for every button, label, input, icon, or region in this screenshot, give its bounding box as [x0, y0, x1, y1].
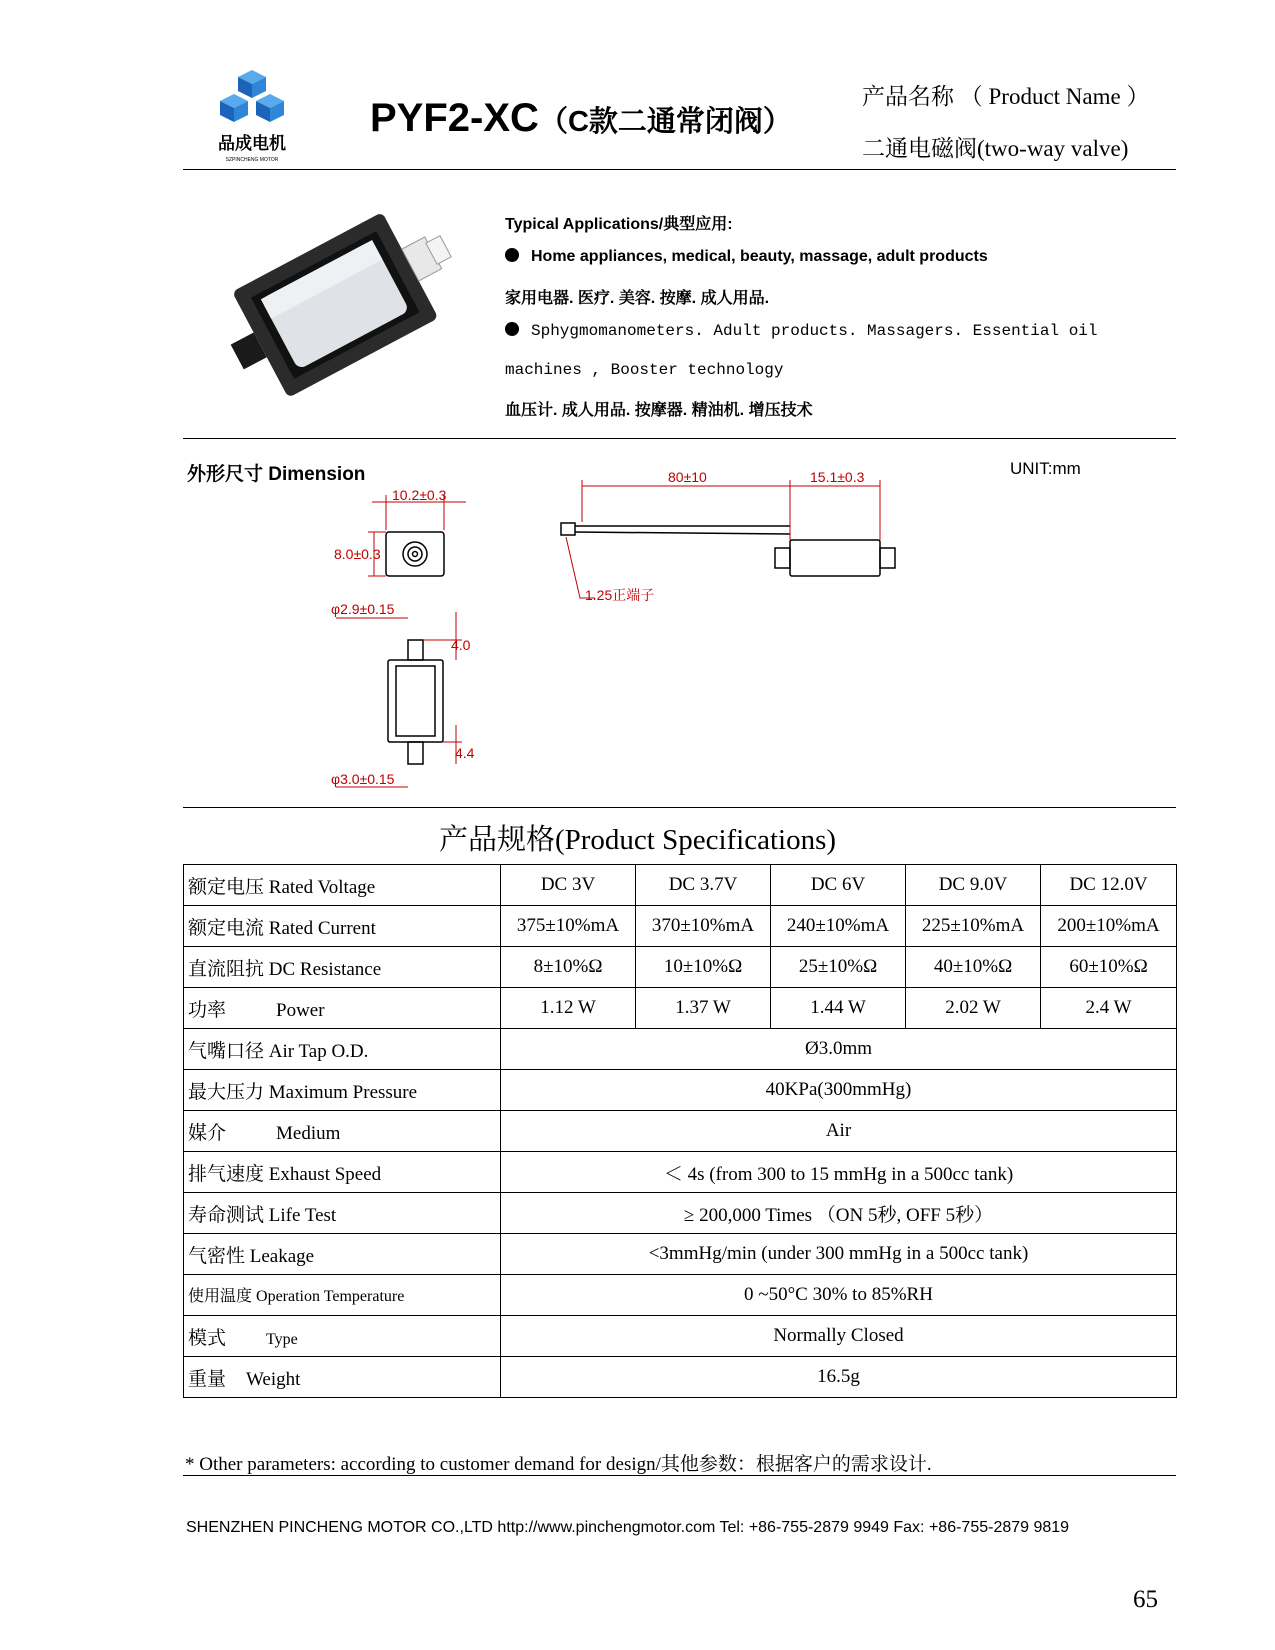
row-label: 额定电流 Rated Current [184, 906, 501, 947]
dim-top-tap: φ2.9±0.15 [331, 601, 395, 617]
table-cell: ≥ 200,000 Times （ON 5秒, OFF 5秒） [501, 1193, 1177, 1234]
model-number: PYF2-XC [370, 96, 539, 140]
dimension-drawings [0, 470, 1275, 810]
header-divider [183, 169, 1176, 170]
table-cell: 1.12 W [501, 988, 636, 1029]
table-cell: 1.44 W [771, 988, 906, 1029]
valve-product-image [222, 192, 462, 422]
application-item-1-cn: 家用电器. 医疗. 美容. 按摩. 成人用品. [505, 290, 770, 307]
row-label: 排气速度 Exhaust Speed [184, 1152, 501, 1193]
table-cell: 1.37 W [636, 988, 771, 1029]
terminal-connector [561, 523, 575, 535]
table-row [184, 1029, 1177, 1070]
table-row [184, 1275, 1177, 1316]
table-cell: 25±10%Ω [771, 947, 906, 988]
table-cell: 370±10%mA [636, 906, 771, 947]
table-cell: Normally Closed [501, 1316, 1177, 1357]
dimension-divider [183, 807, 1176, 808]
table-cell: DC 9.0V [906, 865, 1041, 906]
row-label: 使用温度 Operation Temperature [184, 1275, 501, 1316]
table-cell: DC 3.7V [636, 865, 771, 906]
dim-width: 10.2±0.3 [392, 487, 447, 503]
page-number: 65 [1133, 1586, 1158, 1613]
dim-top-len: 4.0 [451, 637, 471, 653]
dim-body-len: 15.1±0.3 [810, 470, 865, 485]
table-row [184, 865, 1177, 906]
specs-table [183, 864, 1177, 1398]
table-cell: 240±10%mA [771, 906, 906, 947]
table-cell: Air [501, 1111, 1177, 1152]
table-cell: ＜ 4s (from 300 to 15 mmHg in a 500cc tank) [501, 1152, 1177, 1193]
table-row [184, 906, 1177, 947]
table-row [184, 1070, 1177, 1111]
application-item-2: Sphygmomanometers. Adult products. Massagers. Essential oil [505, 322, 1098, 340]
table-cell: 0 ~50°C 30% to 85%RH [501, 1275, 1177, 1316]
product-name-label: 产品名称 （ Product Name ） [862, 84, 1150, 109]
specs-title: 产品规格(Product Specifications) [438, 824, 837, 856]
table-row [184, 988, 1177, 1029]
unit-label: UNIT:mm [1010, 459, 1081, 478]
table-cell: DC 6V [771, 865, 906, 906]
row-label: 最大压力 Maximum Pressure [184, 1070, 501, 1111]
product-name-value: 二通电磁阀(two-way valve) [862, 136, 1129, 161]
dim-wire-len: 80±10 [668, 470, 707, 485]
table-cell: 10±10%Ω [636, 947, 771, 988]
dimension-title: 外形尺寸 Dimension [187, 464, 366, 485]
row-label: 功率 Power [184, 988, 501, 1029]
logo-text: 品成电机 [218, 134, 286, 153]
dim-terminal: 1.25正端子 [585, 587, 655, 603]
table-cell: DC 3V [501, 865, 636, 906]
table-cell: 60±10%Ω [1041, 947, 1177, 988]
table-cell: 40KPa(300mmHg) [501, 1070, 1177, 1111]
table-cell: <3mmHg/min (under 300 mmHg in a 500cc tank) [501, 1234, 1177, 1275]
bullet-icon [505, 322, 519, 336]
dim-bottom-len: 4.4 [455, 745, 475, 761]
table-cell: 375±10%mA [501, 906, 636, 947]
row-label: 直流阻抗 DC Resistance [184, 947, 501, 988]
table-cell: 200±10%mA [1041, 906, 1177, 947]
bullet-icon [505, 248, 519, 262]
row-label: 气嘴口径 Air Tap O.D. [184, 1029, 501, 1070]
table-row [184, 1234, 1177, 1275]
applications-divider [183, 438, 1176, 439]
application-item-1: Home appliances, medical, beauty, massage, adult products [505, 248, 988, 266]
table-cell: 2.4 W [1041, 988, 1177, 1029]
row-label: 寿命测试 Life Test [184, 1193, 501, 1234]
logo-subtext: SZPINCHENG MOTOR [225, 157, 279, 163]
front-view-body [386, 532, 444, 576]
table-row [184, 947, 1177, 988]
row-label: 模式 Type [184, 1316, 501, 1357]
table-cell: 16.5g [501, 1357, 1177, 1398]
table-cell: 225±10%mA [906, 906, 1041, 947]
table-row [184, 1193, 1177, 1234]
table-row [184, 1316, 1177, 1357]
logo-cubes-icon [220, 70, 284, 122]
dim-height: 8.0±0.3 [334, 546, 381, 562]
row-label: 重量 Weight [184, 1357, 501, 1398]
company-footer: SHENZHEN PINCHENG MOTOR CO.,LTD http://www.pinchengmotor.com Tel: +86-755-2879 9949 Fax: +86-755-2879 9819 [186, 1519, 1070, 1536]
table-row [184, 1111, 1177, 1152]
company-logo [200, 68, 304, 164]
other-parameters-note: * Other parameters: according to customer demand for design/其他参数：根据客户的需求设计. [185, 1454, 932, 1475]
note-divider [183, 1475, 1176, 1476]
application-item-2-cn: 血压计. 成人用品. 按摩器. 精油机. 增压技术 [505, 402, 813, 419]
table-row [184, 1357, 1177, 1398]
model-title [370, 96, 792, 141]
long-view-body [790, 540, 880, 576]
table-row [184, 1152, 1177, 1193]
table-cell: Ø3.0mm [501, 1029, 1177, 1070]
row-label: 媒介 Medium [184, 1111, 501, 1152]
dim-bottom-tap: φ3.0±0.15 [331, 771, 395, 787]
table-cell: DC 12.0V [1041, 865, 1177, 906]
applications-title: Typical Applications/典型应用: [505, 216, 733, 233]
row-label: 额定电压 Rated Voltage [184, 865, 501, 906]
application-item-2-cont: machines , Booster technology [505, 361, 784, 379]
table-cell: 40±10%Ω [906, 947, 1041, 988]
table-cell: 2.02 W [906, 988, 1041, 1029]
table-cell: 8±10%Ω [501, 947, 636, 988]
row-label: 气密性 Leakage [184, 1234, 501, 1275]
model-subtitle: （C款二通常闭阀） [538, 106, 792, 138]
